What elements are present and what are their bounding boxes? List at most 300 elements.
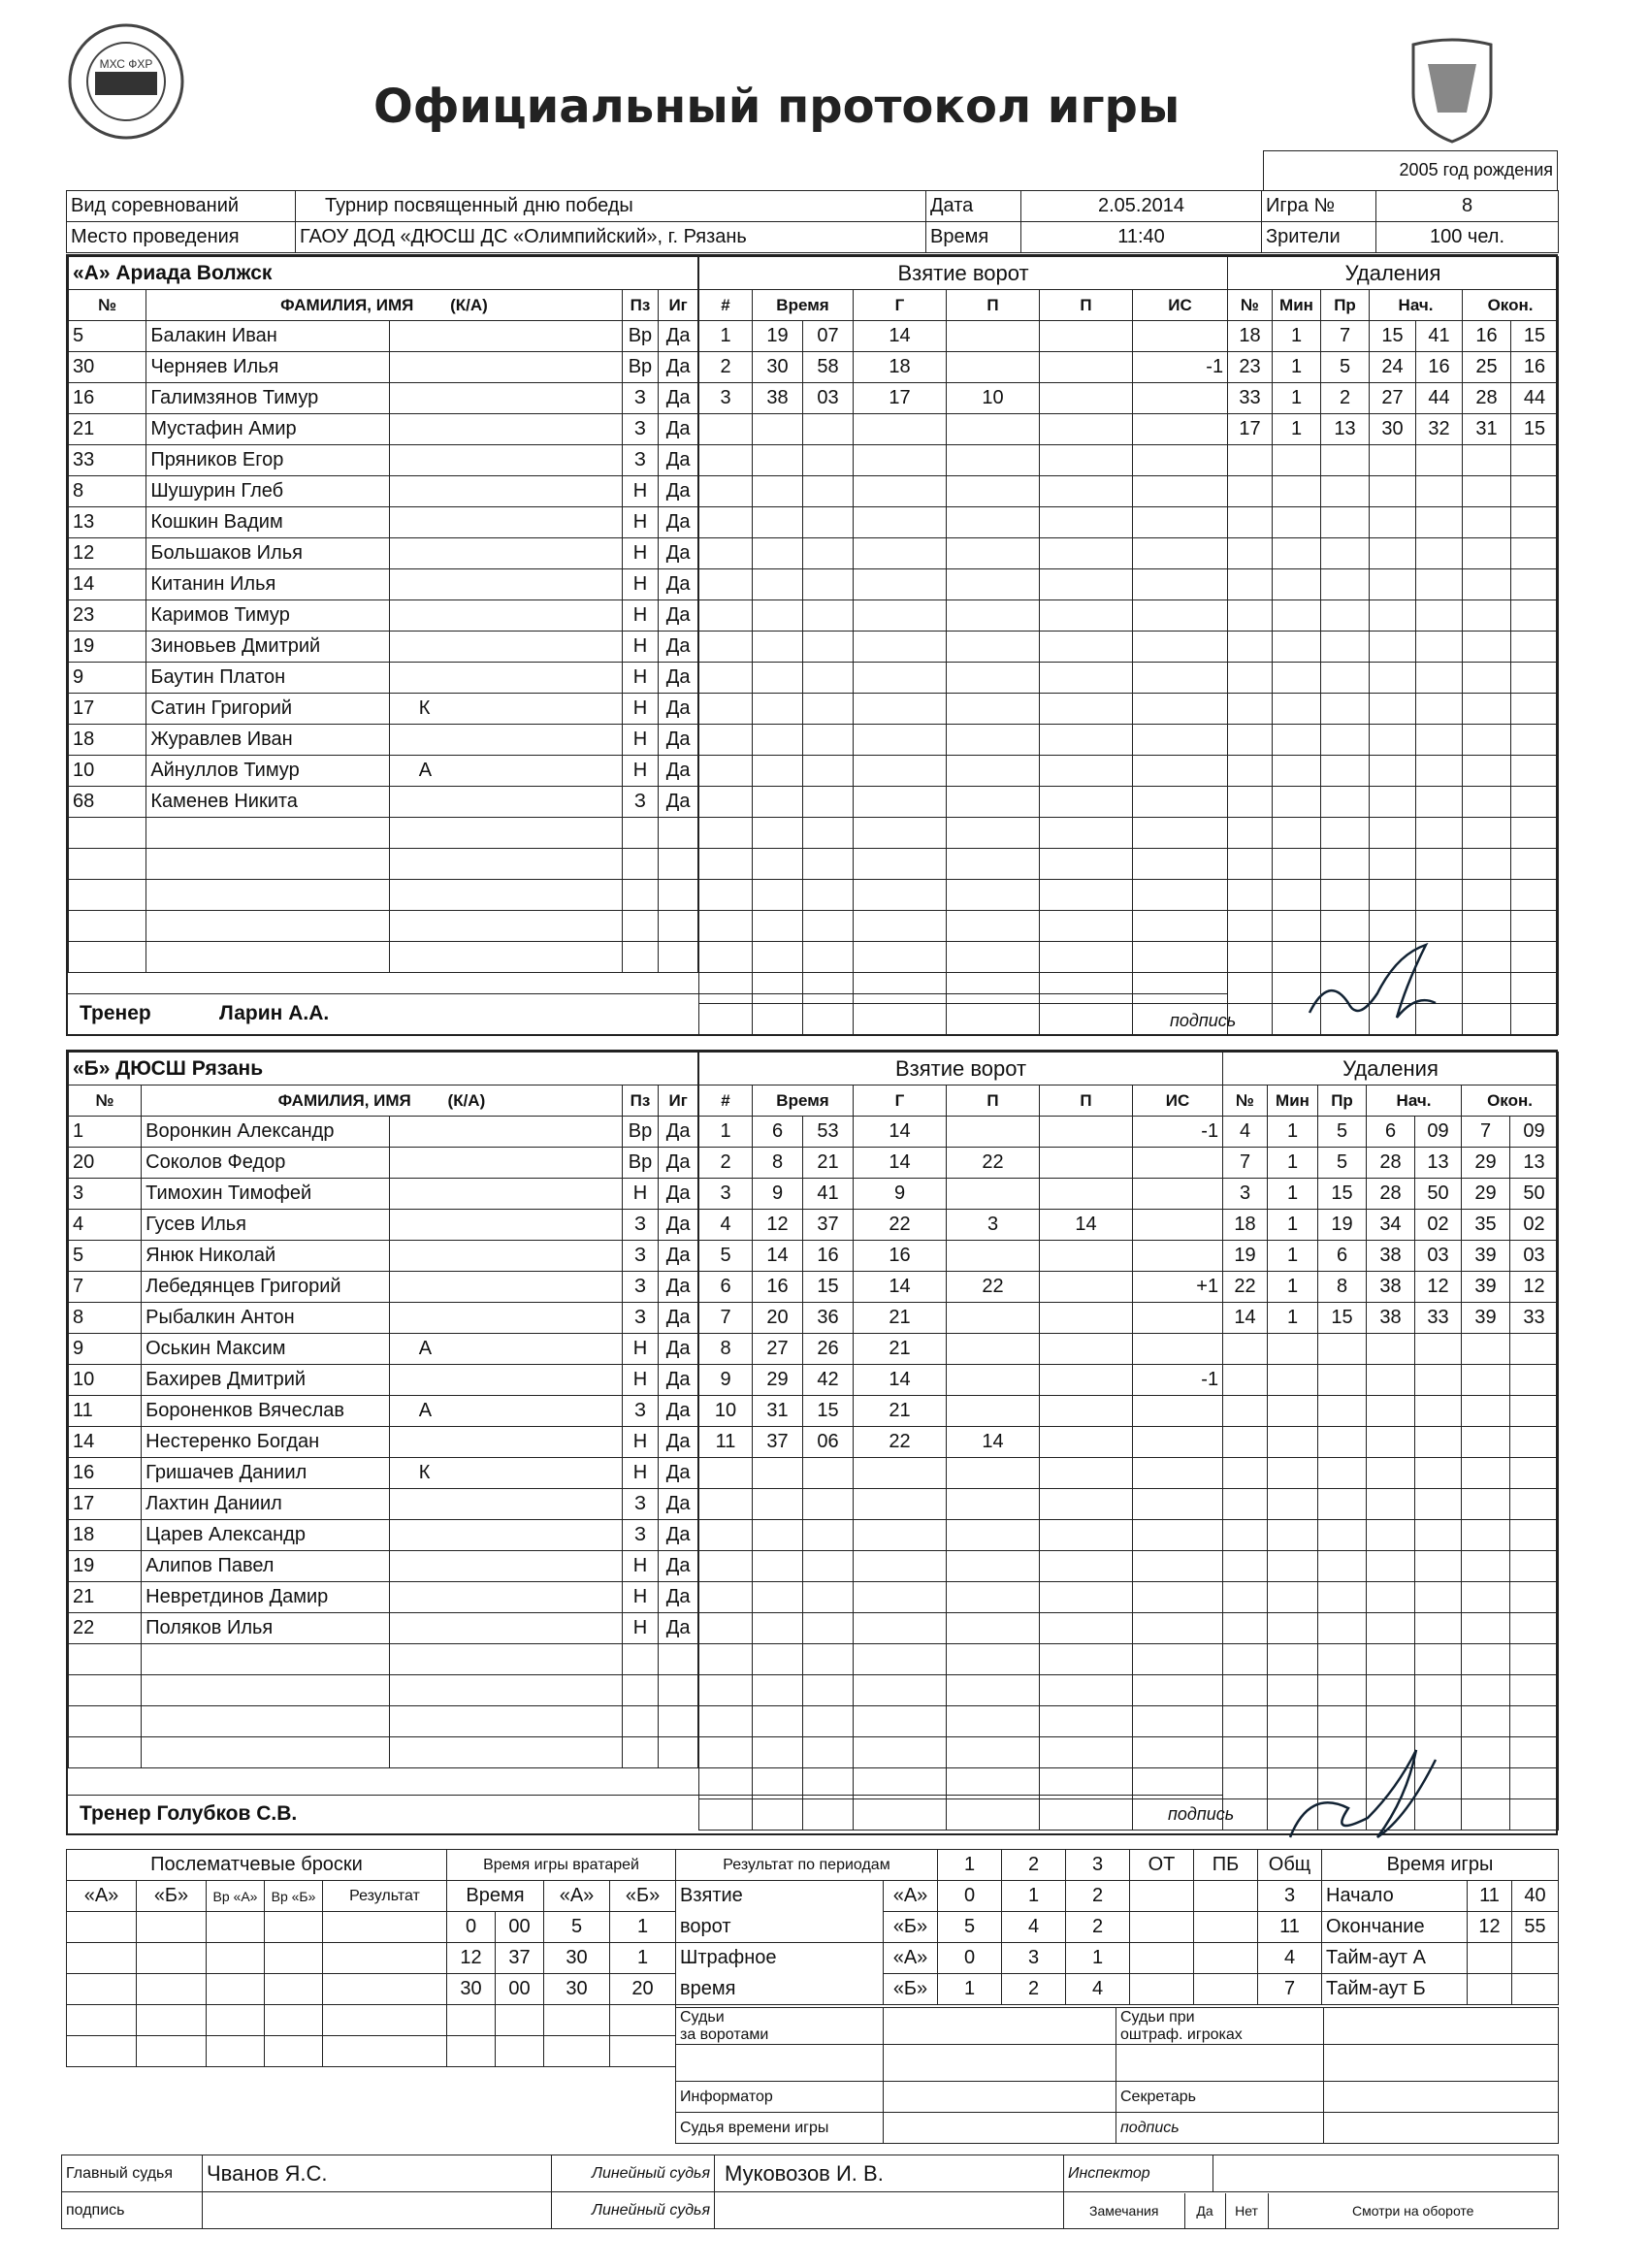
bottom-goals-label1: Взятие	[676, 1881, 884, 1912]
goal-min: 16	[753, 1272, 803, 1303]
pen-minutes	[1273, 880, 1321, 911]
pen-start-sec	[1415, 1582, 1462, 1613]
goal-assist2: 14	[1040, 1210, 1133, 1241]
goal-assist2	[1040, 352, 1133, 383]
gk-b: 1	[610, 1912, 676, 1943]
labels-no: №	[1223, 1085, 1268, 1117]
bottom-goals-a-1: 1	[1002, 1881, 1066, 1912]
pen-end-min	[1463, 476, 1511, 507]
player-row	[69, 1520, 698, 1551]
bottom-goals-b-0: 5	[938, 1912, 1002, 1943]
player-row	[69, 476, 698, 507]
labels-no: №	[1228, 290, 1273, 321]
goal-sec	[803, 849, 854, 880]
pen-player	[1228, 942, 1273, 973]
player-played: Да	[659, 1520, 698, 1551]
pen-start-sec	[1416, 818, 1463, 849]
pen-start-sec: 50	[1415, 1179, 1462, 1210]
player-number: 13	[69, 507, 146, 538]
goal-sec: 36	[803, 1303, 854, 1334]
goal-strength	[1133, 663, 1228, 694]
player-row	[69, 600, 698, 632]
goal-assist2	[1040, 414, 1133, 445]
goal-scorer: 17	[854, 383, 947, 414]
goal-sec: 15	[803, 1396, 854, 1427]
goal-min	[753, 1582, 803, 1613]
gk-sec: 37	[496, 1943, 544, 1974]
goal-number: 7	[699, 1303, 753, 1334]
goal-assist2	[1040, 1489, 1133, 1520]
goal-strength	[1133, 445, 1228, 476]
bottom-per-cols-4: ПБ	[1194, 1850, 1258, 1881]
pen-player	[1223, 1613, 1268, 1644]
goal-assist1	[947, 756, 1040, 787]
goal-number	[699, 663, 753, 694]
pen-minutes	[1268, 1644, 1318, 1675]
goal-assist1	[947, 1365, 1040, 1396]
player-row	[69, 414, 698, 445]
goal-assist1	[947, 600, 1040, 632]
goal-min	[753, 569, 803, 600]
player-name: Соколов Федор	[142, 1148, 390, 1179]
labels-pz: Пз	[622, 1085, 659, 1117]
pen-start-min	[1370, 880, 1416, 911]
goal-assist1: 3	[947, 1210, 1040, 1241]
team-a-coach-label: Тренер	[80, 1002, 151, 1024]
goal-scorer: 14	[854, 321, 947, 352]
page-title: Официальный протокол игры	[373, 80, 1180, 134]
player-played: Да	[659, 414, 698, 445]
goal-scorer	[854, 725, 947, 756]
pen-code	[1321, 756, 1370, 787]
pen-end-sec: 44	[1511, 383, 1559, 414]
bottom-so-b: «Б»	[137, 1881, 207, 1912]
goal-number: 1	[699, 321, 753, 352]
player-name	[146, 818, 389, 849]
goal-row	[699, 414, 1228, 445]
player-row	[69, 880, 698, 911]
goal-number	[699, 1613, 753, 1644]
team-b-coach: Тренер Голубков С.В.	[80, 1802, 298, 1825]
bottom-pen-a-2: 1	[1066, 1943, 1130, 1974]
goal-sec	[803, 1613, 854, 1644]
pen-start-min	[1370, 600, 1416, 632]
pen-code	[1321, 600, 1370, 632]
player-number: 5	[69, 1241, 142, 1272]
player-position: З	[622, 1272, 659, 1303]
pen-start-sec	[1416, 507, 1463, 538]
bottom-sign: подпись	[1116, 2113, 1324, 2144]
footer-no: Нет	[1225, 2193, 1268, 2228]
goal-strength	[1133, 1675, 1223, 1706]
pen-minutes	[1268, 1489, 1318, 1520]
goal-sec	[803, 1644, 854, 1675]
goal-min	[753, 1613, 803, 1644]
pen-code: 7	[1321, 321, 1370, 352]
pen-player	[1228, 507, 1273, 538]
player-number: 14	[69, 1427, 142, 1458]
player-played: Да	[659, 1551, 698, 1582]
goal-sec: 07	[803, 321, 854, 352]
pen-code: 6	[1318, 1241, 1367, 1272]
player-row	[69, 1148, 698, 1179]
goal-assist1: 14	[947, 1427, 1040, 1458]
goal-row	[699, 1210, 1223, 1241]
pen-player	[1228, 725, 1273, 756]
player-name	[142, 1737, 390, 1768]
player-name	[146, 849, 389, 880]
goal-sec	[803, 445, 854, 476]
pen-player	[1228, 880, 1273, 911]
pen-end-min: 31	[1463, 414, 1511, 445]
pen-code	[1318, 1644, 1367, 1675]
pen-code: 2	[1321, 383, 1370, 414]
pen-code	[1318, 1334, 1367, 1365]
pen-start-min	[1367, 1520, 1415, 1551]
bottom-so-vra: Вр «А»	[207, 1881, 265, 1912]
player-name: Каменев Никита	[146, 787, 389, 818]
pen-code	[1318, 1675, 1367, 1706]
goal-row	[699, 1737, 1223, 1768]
bottom-pen-label1: Штрафное	[676, 1943, 884, 1974]
goal-row	[699, 725, 1228, 756]
pen-start-min	[1367, 1613, 1415, 1644]
pen-start-sec	[1416, 787, 1463, 818]
footer-line-ref2: Линейный судья	[552, 2192, 715, 2229]
pen-start-min	[1370, 663, 1416, 694]
team-a-roster	[68, 256, 698, 973]
player-name: Сатин Григорий	[146, 694, 389, 725]
pen-end-min	[1462, 1644, 1510, 1675]
goal-strength	[1133, 1210, 1223, 1241]
gk-b	[610, 2036, 676, 2067]
goal-row	[699, 756, 1228, 787]
player-number: 10	[69, 1365, 142, 1396]
pen-end-min	[1463, 600, 1511, 632]
player-row	[69, 321, 698, 352]
info-game-label: Игра №	[1262, 191, 1376, 222]
gk-sec: 00	[496, 1974, 544, 2005]
goal-strength	[1133, 1334, 1223, 1365]
player-position: З	[622, 383, 659, 414]
gk-min: 0	[447, 1912, 496, 1943]
player-played: Да	[659, 1613, 698, 1644]
player-row	[69, 1241, 698, 1272]
pen-minutes	[1268, 1458, 1318, 1489]
header-birth-year: 2005 год рождения	[1264, 151, 1558, 190]
pen-start-min	[1367, 1458, 1415, 1489]
pen-start-min: 6	[1367, 1117, 1415, 1148]
player-role	[389, 1365, 622, 1396]
goal-sec	[803, 569, 854, 600]
player-name: Бахирев Дмитрий	[142, 1365, 390, 1396]
pen-minutes: 1	[1273, 321, 1321, 352]
goal-assist2	[1040, 569, 1133, 600]
pen-start-min: 30	[1370, 414, 1416, 445]
pen-minutes	[1273, 600, 1321, 632]
goal-assist2	[1040, 1396, 1133, 1427]
pen-player	[1223, 1551, 1268, 1582]
bottom-goals-a-3	[1130, 1881, 1194, 1912]
player-role: А	[389, 756, 622, 787]
player-name: Кошкин Вадим	[146, 507, 389, 538]
player-position: Н	[622, 725, 659, 756]
pen-start-sec	[1416, 569, 1463, 600]
bottom-timeout-b: Тайм-аут Б	[1322, 1974, 1468, 2005]
penalty-row	[1228, 880, 1559, 911]
goal-row	[699, 383, 1228, 414]
pen-start-sec	[1415, 1427, 1462, 1458]
pen-end-sec: 15	[1511, 321, 1559, 352]
player-position	[622, 849, 659, 880]
goalie-time-table	[446, 1849, 676, 2067]
penalty-row	[1223, 1675, 1559, 1706]
player-number	[69, 1644, 142, 1675]
player-row	[69, 942, 698, 973]
labels-goals: Взятие ворот	[699, 257, 1228, 290]
penalty-row	[1223, 1582, 1559, 1613]
pen-minutes	[1268, 1427, 1318, 1458]
goal-scorer	[854, 942, 947, 973]
pen-player	[1228, 973, 1273, 1004]
goal-assist1	[947, 1489, 1040, 1520]
pen-start-sec: 33	[1415, 1303, 1462, 1334]
goal-number	[699, 694, 753, 725]
goal-assist2	[1040, 445, 1133, 476]
goal-scorer	[854, 507, 947, 538]
pen-start-min: 38	[1367, 1241, 1415, 1272]
goal-row	[699, 1427, 1223, 1458]
pen-player	[1228, 911, 1273, 942]
player-position: Н	[622, 756, 659, 787]
goal-row	[699, 1117, 1223, 1148]
goal-sec: 37	[803, 1210, 854, 1241]
pen-player	[1228, 663, 1273, 694]
bottom-per-cols-3: ОТ	[1130, 1850, 1194, 1881]
goal-assist1	[947, 942, 1040, 973]
pen-start-sec: 41	[1416, 321, 1463, 352]
labels-okon: Окон.	[1462, 1085, 1559, 1117]
player-row	[69, 383, 698, 414]
player-played	[659, 849, 698, 880]
goal-row	[699, 1303, 1223, 1334]
pen-end-sec	[1510, 1551, 1559, 1582]
goal-number: 5	[699, 1241, 753, 1272]
player-position	[622, 818, 659, 849]
goal-assist1	[947, 569, 1040, 600]
labels-penalties: Удаления	[1223, 1053, 1559, 1085]
goal-scorer	[854, 538, 947, 569]
player-role	[389, 942, 622, 973]
pen-start-min	[1370, 476, 1416, 507]
penalty-row	[1228, 787, 1559, 818]
player-number: 9	[69, 663, 146, 694]
pen-end-sec	[1510, 1520, 1559, 1551]
player-position: З	[622, 1520, 659, 1551]
bottom-secretary: Секретарь	[1116, 2082, 1324, 2113]
player-number: 17	[69, 1489, 142, 1520]
pen-end-sec	[1511, 507, 1559, 538]
player-number: 18	[69, 725, 146, 756]
bottom-pen-a-5: 4	[1258, 1943, 1322, 1974]
goal-row	[699, 569, 1228, 600]
goal-number: 10	[699, 1396, 753, 1427]
pen-player	[1223, 1644, 1268, 1675]
pen-end-min	[1463, 725, 1511, 756]
pen-code	[1318, 1489, 1367, 1520]
penalty-row	[1223, 1272, 1559, 1303]
goal-number: 3	[699, 383, 753, 414]
goal-scorer	[854, 445, 947, 476]
pen-start-min: 15	[1370, 321, 1416, 352]
team-a-section	[66, 254, 1558, 1036]
goal-number	[699, 1582, 753, 1613]
player-played: Да	[659, 383, 698, 414]
goal-assist1	[947, 663, 1040, 694]
pen-start-sec: 02	[1415, 1210, 1462, 1241]
goal-row	[699, 1458, 1223, 1489]
goal-assist2	[1040, 383, 1133, 414]
pen-player: 19	[1223, 1241, 1268, 1272]
player-role	[389, 1582, 622, 1613]
goal-sec	[803, 600, 854, 632]
player-played: Да	[659, 507, 698, 538]
player-number: 1	[69, 1117, 142, 1148]
goal-number	[699, 1706, 753, 1737]
goal-strength	[1133, 1396, 1223, 1427]
goal-min	[753, 663, 803, 694]
goal-row	[699, 1241, 1223, 1272]
player-position: Н	[622, 600, 659, 632]
player-played: Да	[659, 1334, 698, 1365]
goal-number	[699, 1520, 753, 1551]
pen-start-sec	[1416, 445, 1463, 476]
pen-player: 3	[1223, 1179, 1268, 1210]
player-row	[69, 1737, 698, 1768]
pen-minutes	[1273, 756, 1321, 787]
team-a-signature-label: подпись	[1170, 1011, 1237, 1030]
player-name: Галимзянов Тимур	[146, 383, 389, 414]
player-role	[389, 1303, 622, 1334]
pen-end-min	[1462, 1520, 1510, 1551]
penalty-row	[1223, 1551, 1559, 1582]
player-row	[69, 1365, 698, 1396]
penalty-row	[1223, 1458, 1559, 1489]
player-row	[69, 694, 698, 725]
goal-strength	[1133, 942, 1228, 973]
goal-min: 38	[753, 383, 803, 414]
goal-scorer	[854, 414, 947, 445]
player-name: Лебедянцев Григорий	[142, 1272, 390, 1303]
goal-strength	[1133, 1737, 1223, 1768]
pen-end-min	[1462, 1613, 1510, 1644]
team-a-title: «А» Ариада Волжск	[69, 257, 698, 290]
goal-scorer: 14	[854, 1148, 947, 1179]
player-name: Черняев Илья	[146, 352, 389, 383]
pen-end-sec	[1511, 818, 1559, 849]
pen-minutes: 1	[1273, 352, 1321, 383]
player-played	[659, 1706, 698, 1737]
pen-start-sec	[1416, 663, 1463, 694]
goal-strength	[1133, 507, 1228, 538]
player-name: Китанин Илья	[146, 569, 389, 600]
player-played: Да	[659, 1117, 698, 1148]
goal-scorer	[854, 600, 947, 632]
penalty-row	[1228, 756, 1559, 787]
goal-sec: 06	[803, 1427, 854, 1458]
goal-row	[699, 1706, 1223, 1737]
goal-assist1	[947, 1117, 1040, 1148]
pen-end-sec	[1510, 1582, 1559, 1613]
labels-pr: Пр	[1318, 1085, 1367, 1117]
pen-code	[1321, 632, 1370, 663]
info-game-value: 8	[1376, 191, 1559, 222]
club-emblem	[1408, 35, 1496, 146]
pen-start-min: 38	[1367, 1272, 1415, 1303]
goal-row	[699, 663, 1228, 694]
goal-assist1	[947, 1179, 1040, 1210]
player-played: Да	[659, 725, 698, 756]
goal-assist1	[947, 1551, 1040, 1582]
pen-start-min: 28	[1367, 1148, 1415, 1179]
player-position: Вр	[622, 1117, 659, 1148]
player-row	[69, 1117, 698, 1148]
goal-assist2	[1040, 1117, 1133, 1148]
player-name: Гришачев Даниил	[142, 1458, 390, 1489]
pen-code	[1321, 569, 1370, 600]
info-time-value: 11:40	[1021, 222, 1262, 253]
bottom-penalty-judges2: оштраф. игроках	[1120, 2025, 1243, 2043]
goal-number: 8	[699, 1334, 753, 1365]
player-row	[69, 1396, 698, 1427]
player-role: К	[389, 1458, 622, 1489]
player-number: 21	[69, 414, 146, 445]
labels-okon: Окон.	[1463, 290, 1559, 321]
player-name: Лахтин Даниил	[142, 1489, 390, 1520]
pen-minutes: 1	[1268, 1117, 1318, 1148]
goal-strength	[1133, 1241, 1223, 1272]
bottom-goals-b-2: 2	[1066, 1912, 1130, 1943]
birth-year-box	[1263, 150, 1558, 190]
player-role	[389, 663, 622, 694]
goal-sec	[803, 694, 854, 725]
labels-ka: (К/А)	[447, 1090, 486, 1110]
pen-end-min	[1463, 694, 1511, 725]
pen-end-sec: 15	[1511, 414, 1559, 445]
goal-scorer	[854, 1675, 947, 1706]
bottom-gk-time: Время	[447, 1881, 544, 1912]
bottom-start-label: Начало	[1322, 1881, 1468, 1912]
goal-sec: 21	[803, 1148, 854, 1179]
goal-number	[699, 1489, 753, 1520]
goal-assist2	[1040, 1644, 1133, 1675]
penalty-row	[1223, 1148, 1559, 1179]
goal-sec	[803, 880, 854, 911]
goal-number	[699, 538, 753, 569]
labels-goals: Взятие ворот	[699, 1053, 1223, 1085]
player-position: Н	[622, 1334, 659, 1365]
player-role	[389, 538, 622, 569]
bottom-end-m: 55	[1512, 1912, 1559, 1943]
footer-referees	[61, 2155, 1559, 2229]
goal-assist2	[1040, 911, 1133, 942]
goal-row	[699, 445, 1228, 476]
goal-assist1	[947, 911, 1040, 942]
pen-start-min: 24	[1370, 352, 1416, 383]
pen-player: 22	[1223, 1272, 1268, 1303]
goal-number	[699, 725, 753, 756]
bottom-pen-a-3	[1130, 1943, 1194, 1974]
